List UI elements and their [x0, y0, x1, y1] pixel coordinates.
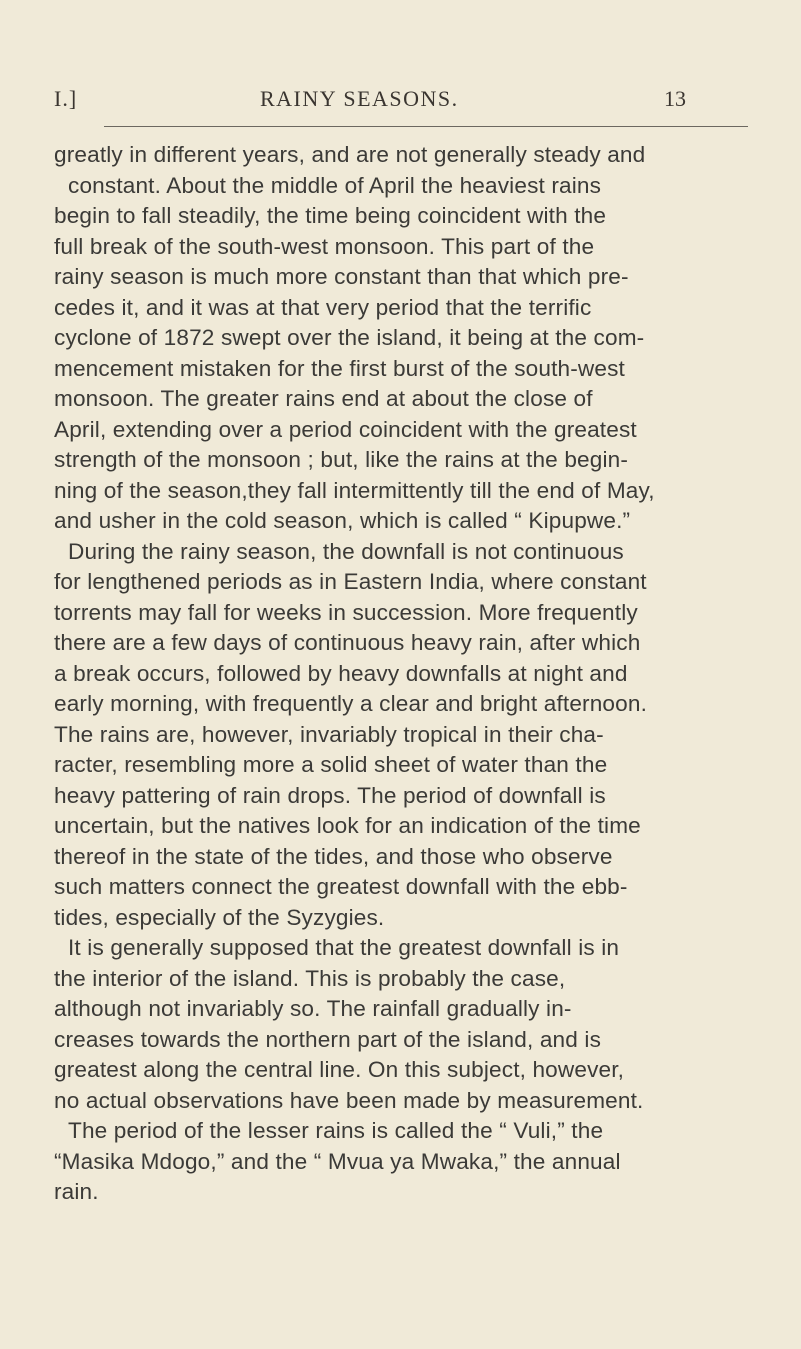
text-line: “Masika Mdogo,” and the “ Mvua ya Mwaka,” the annual: [54, 1148, 621, 1174]
text-line: for lengthened periods as in Eastern India, where constant: [54, 569, 647, 594]
text-line: and usher in the cold season, which is called “ Kipupwe.”: [54, 508, 631, 533]
text-line: rain.: [54, 1179, 99, 1204]
text-line: It is generally supposed that the greatest downfall is in: [68, 935, 620, 960]
chapter-number: I.]: [54, 86, 78, 111]
text-line: greatest along the central line. On this subject, however,: [54, 1057, 625, 1082]
text-line: heavy pattering of rain drops. The period of downfall is: [54, 782, 606, 808]
text-line: the interior of the island. This is probably the case,: [54, 965, 566, 991]
text-line: there are a few days of continuous heavy rain, after which: [54, 630, 641, 655]
text-line: early morning, with frequently a clear and bright afternoon.: [54, 691, 647, 716]
text-line: The period of the lesser rains is called the “ Vuli,” the: [68, 1118, 604, 1143]
running-title: RAINY SEASONS.: [260, 86, 459, 111]
text-line: tides, especially of the Syzygies.: [54, 904, 385, 930]
text-line: although not invariably so. The rainfall gradually in-: [54, 996, 572, 1021]
text-line: strength of the monsoon ; but, like the rains at the begin-: [54, 447, 629, 472]
text-line: April, extending over a period coincident with the greatest: [54, 416, 637, 442]
text-line: greatly in different years, and are not generally steady and: [54, 142, 646, 167]
text-line: ning of the season,they fall intermittently till the end of May,: [54, 477, 655, 503]
text-line: mencement mistaken for the first burst of the south-west: [54, 355, 625, 381]
text-line: thereof in the state of the tides, and those who observe: [54, 843, 613, 869]
text-line: cyclone of 1872 swept over the island, it being at the com-: [54, 325, 645, 350]
text-line: a break occurs, followed by heavy downfalls at night and: [54, 660, 628, 686]
text-line: torrents may fall for weeks in succession. More frequently: [54, 599, 638, 625]
text-line: creases towards the northern part of the island, and is: [54, 1026, 602, 1052]
text-line: full break of the south-west monsoon. This part of the: [54, 233, 595, 259]
text-line: constant. About the middle of April the heaviest rains: [68, 172, 602, 198]
text-line: no actual observations have been made by measurement.: [54, 1087, 644, 1113]
text-line: begin to fall steadily, the time being coincident with the: [54, 203, 607, 228]
text-line: The rains are, however, invariably tropical in their cha-: [54, 721, 604, 747]
text-line: uncertain, but the natives look for an indication of the time: [54, 813, 641, 838]
running-head: [54, 86, 750, 116]
header-rule: [104, 126, 748, 127]
text-line: During the rainy season, the downfall is not continuous: [68, 538, 624, 564]
text-line: such matters connect the greatest downfall with the ebb-: [54, 874, 628, 899]
text-line: monsoon. The greater rains end at about the close of: [54, 386, 593, 411]
body-text: [54, 140, 754, 1208]
text-line: racter, resembling more a solid sheet of water than the: [54, 752, 608, 777]
text-line: rainy season is much more constant than that which pre-: [54, 264, 629, 289]
text-line: cedes it, and it was at that very period that the terrific: [54, 294, 592, 320]
page-number: 13: [664, 86, 686, 111]
